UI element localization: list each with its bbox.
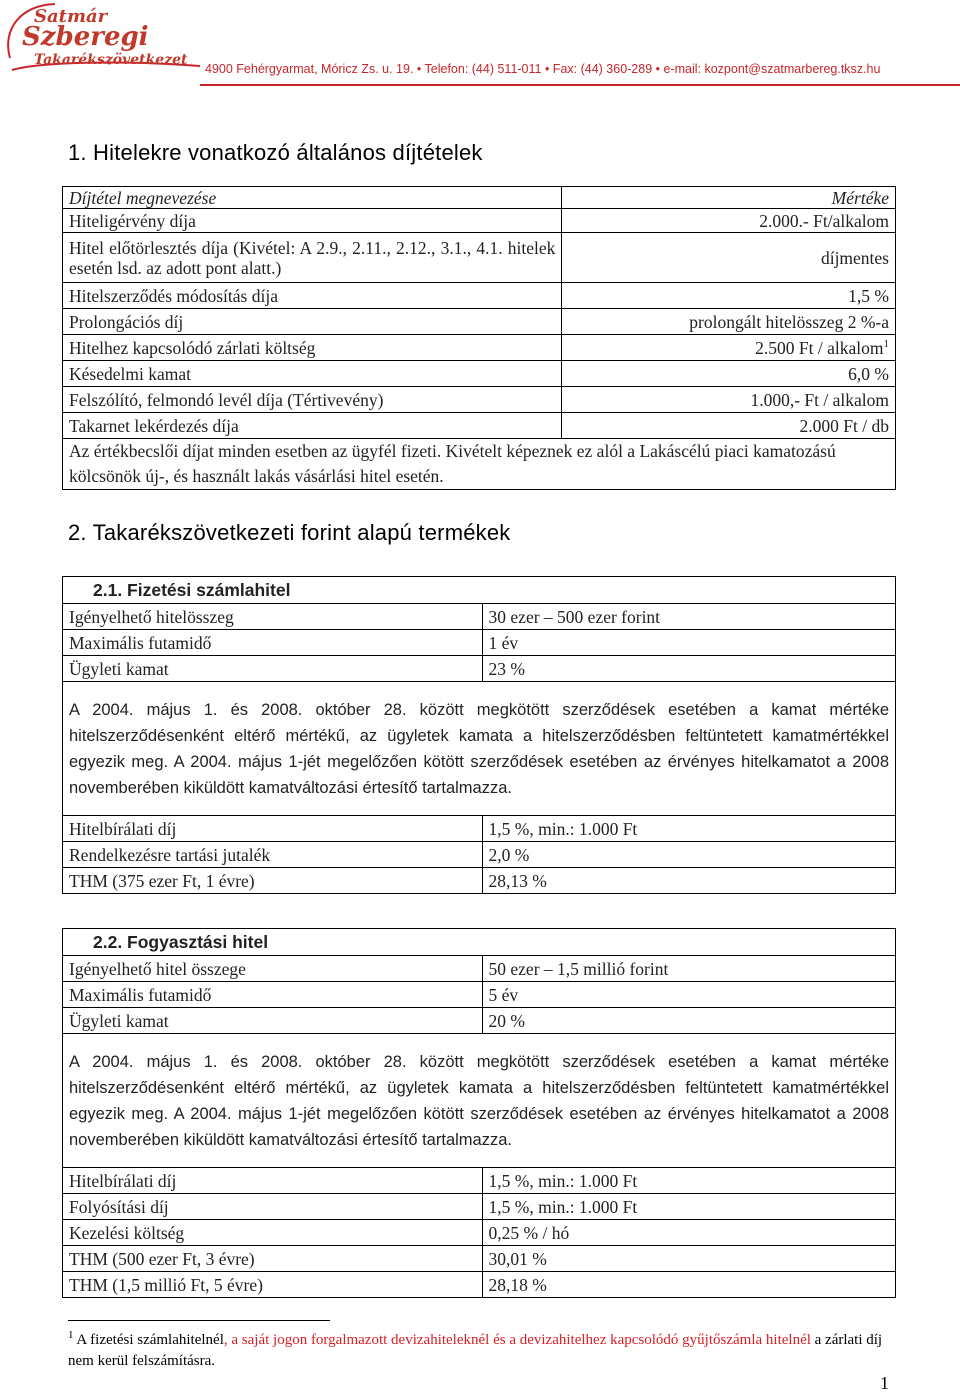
product-title: 2.2. Fogyasztási hitel bbox=[63, 929, 896, 956]
fee-value: 2.000 Ft / db bbox=[562, 413, 896, 439]
product-title: 2.1. Fizetési számlahitel bbox=[63, 577, 896, 604]
interest-note: A 2004. május 1. és 2008. október 28. között megkötött szerződések esetében a kamat mértéke hitelszerződésenként eltérő mértékű, az ügyletek kamata a hitelszerződésben feltüntetett kamatmértékkel egyezik meg. A 2004. május 1-jét megelőzően kötött szerződések esetében az érvényes hitelkamatot a 2008 novemberében kiküldött kamatváltozási értesítő tartalmazza. bbox=[63, 1034, 896, 1168]
header-rule bbox=[200, 84, 960, 86]
footnote-text-b: , a saját jogon forgalmazott devizahiteleknél és a devizahitelhez kapcsolódó gyűjtőszámla hitelnél bbox=[223, 1332, 811, 1348]
param-value: 5 év bbox=[482, 982, 895, 1008]
footnote-ref: 1 bbox=[883, 337, 889, 350]
param-label: Hitelbírálati díj bbox=[63, 1168, 483, 1194]
valuation-note: Az értékbecslői díjat minden esetben az ügyfél fizeti. Kivételt képeznek ez alól a Lakáscélú piaci kamatozású kölcsönök új-, és használt lakás vásárlási hitel esetén. bbox=[63, 439, 896, 490]
fee-label: Hitel előtörlesztés díja (Kivétel: A 2.9., 2.11., 2.12., 3.1., 4.1. hitelek esetén lsd. az adott pont alatt.) bbox=[63, 233, 562, 283]
fee-value bbox=[562, 335, 896, 361]
param-label: Maximális futamidő bbox=[63, 630, 483, 656]
param-value: 30 ezer – 500 ezer forint bbox=[482, 604, 895, 630]
param-value: 1 év bbox=[482, 630, 895, 656]
param-value: 28,13 % bbox=[482, 868, 895, 894]
param-value: 30,01 % bbox=[482, 1246, 895, 1272]
fee-value-text: 2.500 Ft / alkalom bbox=[755, 337, 884, 358]
fee-label: Takarnet lekérdezés díja bbox=[63, 413, 562, 439]
fee-value: prolongált hitelösszeg 2 %-a bbox=[562, 309, 896, 335]
param-label: Ügyleti kamat bbox=[63, 656, 483, 682]
fee-label: Prolongációs díj bbox=[63, 309, 562, 335]
param-value: 20 % bbox=[482, 1008, 895, 1034]
param-label: Hitelbírálati díj bbox=[63, 816, 483, 842]
overdraft-table bbox=[62, 576, 896, 894]
param-label: Rendelkezésre tartási jutalék bbox=[63, 842, 483, 868]
consumer-loan-table bbox=[62, 928, 896, 1298]
fee-label: Felszólító, felmondó levél díja (Tértivevény) bbox=[63, 387, 562, 413]
param-label: Igényelhető hitel összege bbox=[63, 956, 483, 982]
footnote-mark: 1 bbox=[68, 1329, 74, 1341]
param-value: 23 % bbox=[482, 656, 895, 682]
interest-note: A 2004. május 1. és 2008. október 28. között megkötött szerződések esetében a kamat mértéke hitelszerződésenként eltérő mértékű, az ügyletek kamata a hitelszerződésben feltüntetett kamatmértékkel egyezik meg. A 2004. május 1-jét megelőzően kötött szerződések esetében az érvényes hitelkamatot a 2008 novemberében kiküldött kamatváltozási értesítő tartalmazza. bbox=[63, 682, 896, 816]
param-label: Folyósítási díj bbox=[63, 1194, 483, 1220]
param-label: Igényelhető hitelösszeg bbox=[63, 604, 483, 630]
fee-value: 6,0 % bbox=[562, 361, 896, 387]
footnote-text-a: A fizetési számlahitelnél bbox=[73, 1332, 224, 1348]
section-1-heading: 1. Hitelekre vonatkozó általános díjtételek bbox=[68, 140, 483, 165]
param-label: THM (375 ezer Ft, 1 évre) bbox=[63, 868, 483, 894]
fee-label: Hiteligérvény díja bbox=[63, 209, 562, 233]
param-value: 1,5 %, min.: 1.000 Ft bbox=[482, 1168, 895, 1194]
param-value: 2,0 % bbox=[482, 842, 895, 868]
fee-label: Hitelszerződés módosítás díja bbox=[63, 283, 562, 309]
footnote-text-c: a zárlati díj nem kerül felszámításra. bbox=[68, 1332, 883, 1369]
param-label: THM (500 ezer Ft, 3 évre) bbox=[63, 1246, 483, 1272]
param-value: 1,5 %, min.: 1.000 Ft bbox=[482, 1194, 895, 1220]
param-label: Kezelési költség bbox=[63, 1220, 483, 1246]
fee-value: 1.000,- Ft / alkalom bbox=[562, 387, 896, 413]
page-number: 1 bbox=[880, 1373, 889, 1393]
param-label: Ügyleti kamat bbox=[63, 1008, 483, 1034]
param-value: 1,5 %, min.: 1.000 Ft bbox=[482, 816, 895, 842]
company-logo bbox=[0, 0, 200, 90]
logo-text-2: Szberegi bbox=[22, 22, 149, 52]
fee-label: Késedelmi kamat bbox=[63, 361, 562, 387]
general-fees-table bbox=[62, 186, 896, 490]
fee-value: 1,5 % bbox=[562, 283, 896, 309]
fee-value: 2.000.- Ft/alkalom bbox=[562, 209, 896, 233]
col-header-amount: Mértéke bbox=[562, 187, 896, 209]
param-label: Maximális futamidő bbox=[63, 982, 483, 1008]
param-label: THM (1,5 millió Ft, 5 évre) bbox=[63, 1272, 483, 1298]
footnote-rule bbox=[68, 1320, 330, 1321]
param-value: 50 ezer – 1,5 millió forint bbox=[482, 956, 895, 982]
col-header-name: Díjtétel megnevezése bbox=[63, 187, 562, 209]
fee-value: díjmentes bbox=[562, 233, 896, 283]
param-value: 28,18 % bbox=[482, 1272, 895, 1298]
param-value: 0,25 % / hó bbox=[482, 1220, 895, 1246]
logo-text-3: Takarékszövetkezet bbox=[34, 52, 188, 68]
fee-label: Hitelhez kapcsolódó zárlati költség bbox=[63, 335, 562, 361]
footnote bbox=[68, 1330, 888, 1372]
section-2-heading: 2. Takarékszövetkezeti forint alapú termékek bbox=[68, 520, 511, 545]
logo-text-1: Satmár bbox=[34, 6, 108, 27]
contact-address: 4900 Fehérgyarmat, Móricz Zs. u. 19. • Telefon: (44) 511-011 • Fax: (44) 360-289 • e-mail: kozpont@szatmarbereg.tksz.hu bbox=[205, 62, 881, 76]
letterhead bbox=[0, 0, 960, 90]
